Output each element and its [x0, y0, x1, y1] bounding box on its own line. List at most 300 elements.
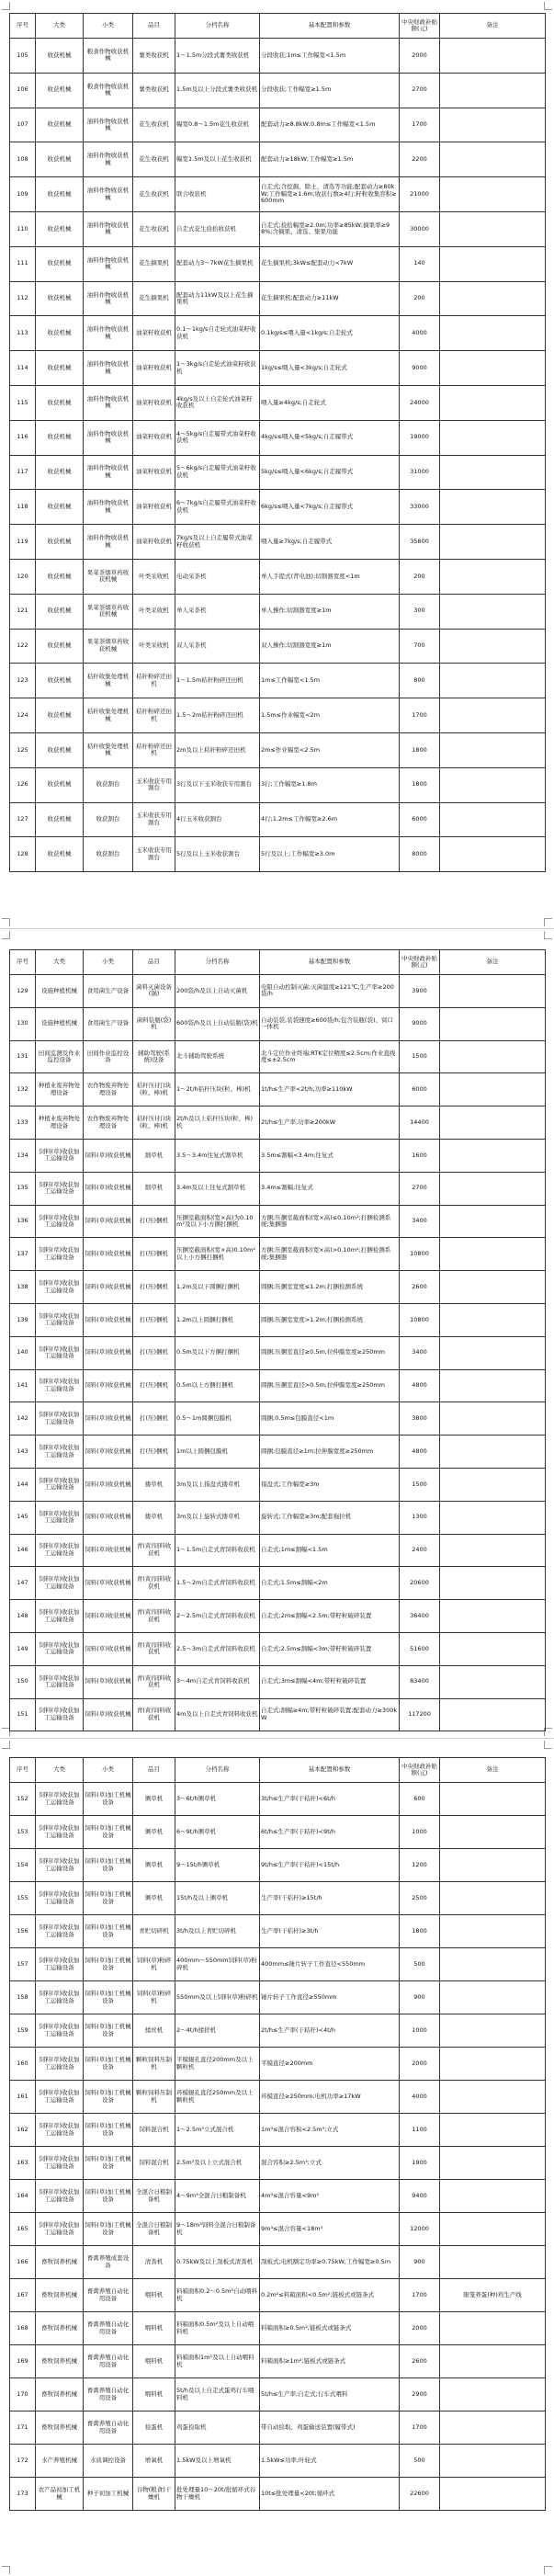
table-row — [10, 246, 546, 281]
cell-note — [440, 490, 546, 525]
cell-seq: 118 — [10, 490, 36, 525]
cell-category: 收获机械 — [36, 490, 84, 525]
cell-seq: 144 — [10, 1468, 36, 1501]
cell-category: 畜牧饲养机械 — [36, 2378, 84, 2411]
cell-grade-name: 1～1.5m秸秆粉碎还田机 — [175, 664, 260, 698]
cell-grade-name: 4～5kg/s自走履带式油菜籽收获机 — [175, 420, 260, 455]
cell-params: 自走式;捡拾幅宽≥2.0m;功率≥85kW;摘果率≥98%;含摘果、清选、集果功能 — [260, 211, 400, 246]
cell-category: 畜牧饲养机械 — [36, 2246, 84, 2279]
cell-grade-name: 9～18m³饲料全混合日粮制备机 — [175, 2213, 260, 2246]
table-row — [10, 1106, 546, 1140]
cell-item: 清粪机 — [133, 2246, 175, 2279]
cell-grade-name: 自走式花生捡拾收获机 — [175, 211, 260, 246]
cell-category: 饲料(草)收获加工运输设备 — [36, 1468, 84, 1501]
cell-params: 料箱面积≥0.5m²;链板式或链条式 — [260, 2312, 400, 2345]
cell-amount: 1800 — [400, 1915, 440, 1948]
cell-note — [440, 2048, 546, 2081]
cell-subcategory: 农作物废弃物处理设备 — [84, 1106, 133, 1140]
cell-subcategory: 饲料(草)收获机械 — [84, 1303, 133, 1336]
cell-item: 油菜籽收获机 — [133, 525, 175, 560]
cell-category: 收获机械 — [36, 629, 84, 664]
cell-grade-name: 环模辊孔直径250mm及以上颗粒机 — [175, 2081, 260, 2114]
cell-grade-name: 鸡蛋捡取机 — [175, 2411, 260, 2445]
cell-category: 水产养殖机械 — [36, 2445, 84, 2478]
cell-category: 收获机械 — [36, 108, 84, 142]
cell-params: 配套动力≥8.8kW;0.8m≤工作幅宽<1.5m — [260, 108, 400, 142]
cell-item: 捡蛋机 — [133, 2411, 175, 2445]
cell-category: 收获机械 — [36, 559, 84, 594]
cell-category: 饲料(草)收获加工运输设备 — [36, 1981, 84, 2014]
cell-note — [440, 108, 546, 142]
header-seq: 序号 — [10, 14, 36, 39]
cell-seq: 163 — [10, 2147, 36, 2180]
cell-seq: 157 — [10, 1948, 36, 1981]
cell-params: 料箱面积≥1m²;链板式或链条式 — [260, 2345, 400, 2378]
cell-subcategory: 农作物废弃物处理设备 — [84, 1073, 133, 1106]
cell-subcategory: 饲料(草)加工机械设备 — [84, 2147, 133, 2180]
cell-params: 自走式;含挖掘、除土、清选等功能;配套动力≥80kW;工作幅宽≥1.6m;收获行数≥4行;籽粒收集容积≥600mm — [260, 177, 400, 212]
cell-subcategory: 饲料(草)收获机械 — [84, 1172, 133, 1205]
cell-note — [440, 1665, 546, 1698]
cell-subcategory: 饲料(草)加工机械设备 — [84, 1915, 133, 1948]
header-category: 大类 — [36, 14, 84, 39]
cell-category: 饲料(草)收获加工运输设备 — [36, 1271, 84, 1304]
cell-params: 旋转式;工作幅宽≥3m;配套拖拉机 — [260, 1501, 400, 1534]
cell-grade-name: 2.5m³及以上立式混合机 — [175, 2147, 260, 2180]
table-row — [10, 1139, 546, 1172]
cell-subcategory: 田间作业监控设备 — [84, 1040, 133, 1073]
cell-params: 3t/h≤生产率(干秸秆)<6t/h — [260, 1783, 400, 1816]
cell-seq: 169 — [10, 2345, 36, 2378]
cell-seq: 130 — [10, 1007, 36, 1040]
header-params: 基本配置和参数 — [260, 14, 400, 39]
cell-item: 菌料灭菌设备(锅) — [133, 975, 175, 1008]
cell-amount: 500 — [400, 2445, 440, 2478]
cell-subcategory: 饲料(草)收获机械 — [84, 1369, 133, 1402]
cell-amount: 1700 — [400, 2411, 440, 2445]
cell-note — [440, 1632, 546, 1665]
cell-item: 打(压)捆机 — [133, 1336, 175, 1369]
cell-grade-name: 单人采茶机 — [175, 594, 260, 629]
cell-note — [440, 802, 546, 837]
cell-params: 自走式;割幅≥4m;带籽粒破碎装置;配套动力≥300kW — [260, 1698, 400, 1731]
table-row — [10, 1534, 546, 1567]
cell-params: 0.2m²≤料箱面积<0.5m²;链板式或链条式 — [260, 2279, 400, 2312]
table-row — [10, 1468, 546, 1501]
cell-subcategory: 饲料(草)收获机械 — [84, 1271, 133, 1304]
cell-params: 自走式;1.5m≤割幅<2m — [260, 1567, 400, 1600]
cell-item: 辅助驾驶(系统)设备 — [133, 1040, 175, 1073]
cell-subcategory: 畜禽养殖自动化用设备 — [84, 2279, 133, 2312]
table-row — [10, 1501, 546, 1534]
cell-subcategory: 畜禽养殖自动化用设备 — [84, 2378, 133, 2411]
cell-category: 收获机械 — [36, 420, 84, 455]
cell-category: 收获机械 — [36, 39, 84, 74]
cell-grade-name: 2t/h及以上秸秆压块(粒、棒)机 — [175, 1106, 260, 1140]
header-grade-name: 分档名称 — [175, 950, 260, 975]
cell-seq: 148 — [10, 1600, 36, 1633]
cell-amount: 1300 — [400, 1501, 440, 1534]
cell-note — [440, 420, 546, 455]
cell-note — [440, 525, 546, 560]
cell-grade-name: 5行及以上玉米收获割台 — [175, 837, 260, 872]
cell-subcategory: 果菜茶烟草药收获机械 — [84, 629, 133, 664]
cell-item: 割草机 — [133, 1172, 175, 1205]
cell-note — [440, 664, 546, 698]
cell-item: 花生摘果机 — [133, 281, 175, 316]
cell-grade-name: 双人采茶机 — [175, 629, 260, 664]
table-row — [10, 1238, 546, 1271]
cell-params: 圆捆;0.5m≤包膜直径<1m — [260, 1402, 400, 1436]
cell-note — [440, 1915, 546, 1948]
cell-params: 圆捆;压捆室直径≥0.5m;拉伸膜宽度≥250mm — [260, 1336, 400, 1369]
cell-grade-name: 15t/h及以上铡草机 — [175, 1882, 260, 1915]
cell-item: 秸秆压(打)块(粒、棒)机 — [133, 1106, 175, 1140]
cell-note — [440, 2378, 546, 2411]
cell-amount: 600 — [400, 1783, 440, 1816]
cell-params: 4kg/s≤喂入量<5kg/s;自走履带式 — [260, 420, 400, 455]
cell-note — [440, 559, 546, 594]
cell-params: 分段收获;工作幅宽≥1.5m — [260, 73, 400, 108]
cell-item: 铡草机 — [133, 1882, 175, 1915]
cell-category: 畜牧饲养机械 — [36, 2411, 84, 2445]
cell-note — [440, 1436, 546, 1469]
cell-amount: 1100 — [400, 2114, 440, 2147]
cell-subcategory: 饲料(草)收获机械 — [84, 1205, 133, 1238]
cell-params: 4m³≤混合容量<9m³ — [260, 2180, 400, 2213]
cell-params: 指盘式;工作幅宽≥3m — [260, 1468, 400, 1501]
cell-item: 玉米收获专用割台 — [133, 802, 175, 837]
cell-category: 饲料(草)收获加工运输设备 — [36, 1369, 84, 1402]
cell-grade-name: 配套动力11kW及以上花生摘果机 — [175, 281, 260, 316]
cell-subcategory: 饲料(草)收获机械 — [84, 1600, 133, 1633]
cell-category: 饲料(草)收获加工运输设备 — [36, 1238, 84, 1271]
cell-seq: 120 — [10, 559, 36, 594]
table-row — [10, 39, 546, 74]
cell-subcategory: 收获割台 — [84, 837, 133, 872]
table-row — [10, 698, 546, 733]
cell-params: 1kg/s≤喂入量<3kg/s;自走轮式 — [260, 351, 400, 386]
cell-category: 饲料(草)收获加工运输设备 — [36, 1172, 84, 1205]
cell-amount: 2400 — [400, 1534, 440, 1567]
cell-category: 收获机械 — [36, 664, 84, 698]
cell-amount: 200 — [400, 559, 440, 594]
cell-subcategory: 饲料(草)加工机械设备 — [84, 2213, 133, 2246]
header-params: 基本配置和参数 — [260, 1758, 400, 1783]
cell-category: 饲料(草)收获加工运输设备 — [36, 1948, 84, 1981]
table-header-row — [10, 1758, 546, 1783]
cell-seq: 133 — [10, 1106, 36, 1140]
cell-category: 饲料(草)收获加工运输设备 — [36, 1665, 84, 1698]
cell-seq: 109 — [10, 177, 36, 212]
table-row — [10, 1600, 546, 1633]
cell-amount: 2600 — [400, 1271, 440, 1304]
cell-category: 收获机械 — [36, 732, 84, 767]
table-row — [10, 73, 546, 108]
table-row — [10, 2312, 546, 2345]
cell-params: 花生摘果机;配套动力≥11kW — [260, 281, 400, 316]
header-amount: 中央财政补贴额(元) — [400, 14, 440, 39]
header-item: 品目 — [133, 950, 175, 975]
cell-amount: 20600 — [400, 1567, 440, 1600]
cell-item: 铡草机 — [133, 1849, 175, 1882]
table-row — [10, 351, 546, 386]
cell-item: 喂料机 — [133, 2312, 175, 2345]
cell-amount: 4000 — [400, 2081, 440, 2114]
cell-category: 饲料(草)收获加工运输设备 — [36, 1139, 84, 1172]
header-params: 基本配置和参数 — [260, 950, 400, 975]
cell-note — [440, 594, 546, 629]
cell-grade-name: 2～4t/h揉搓机 — [175, 2014, 260, 2048]
header-subcategory: 小类 — [84, 950, 133, 975]
cell-category: 种植业废弃物处理设备 — [36, 1106, 84, 1140]
cell-category: 饲料(草)收获加工运输设备 — [36, 2213, 84, 2246]
cell-subcategory: 粮食作物收获机械 — [84, 39, 133, 74]
cell-item: 油菜籽收获机 — [133, 385, 175, 420]
cell-subcategory: 油料作物收获机械 — [84, 211, 133, 246]
cell-amount: 2500 — [400, 1882, 440, 1915]
table-row — [10, 1882, 546, 1915]
cell-item: 颗粒饲料压制机 — [133, 2081, 175, 2114]
cell-note — [440, 2081, 546, 2114]
cell-amount: 3400 — [400, 1336, 440, 1369]
cell-note — [440, 1600, 546, 1633]
cell-category: 畜牧饲养机械 — [36, 2279, 84, 2312]
cell-grade-name: 平模辊孔直径200mm及以上颗粒机 — [175, 2048, 260, 2081]
cell-grade-name: 9～15t/h铡草机 — [175, 1849, 260, 1882]
cell-seq: 134 — [10, 1139, 36, 1172]
cell-amount: 1600 — [400, 1139, 440, 1172]
cell-item: 叶类采收机 — [133, 594, 175, 629]
cell-params: 喂入量≥4kg/s;自走轮式 — [260, 385, 400, 420]
cell-item: 饲料(草)粉碎机 — [133, 1948, 175, 1981]
cell-grade-name: 200袋/h及以上自动灭菌机 — [175, 975, 260, 1008]
cell-params: 6kg/s≤喂入量<7kg/s;自走履带式 — [260, 490, 400, 525]
cell-seq: 135 — [10, 1172, 36, 1205]
cell-item: 喂料机 — [133, 2345, 175, 2378]
table-row — [10, 2081, 546, 2114]
cell-category: 饲料(草)收获加工运输设备 — [36, 1600, 84, 1633]
cell-category: 畜牧饲养机械 — [36, 2312, 84, 2345]
cell-note — [440, 2345, 546, 2378]
cell-subcategory: 畜禽养殖自动化用设备 — [84, 2312, 133, 2345]
cell-note — [440, 1882, 546, 1915]
table-row — [10, 142, 546, 177]
cell-params: 自走式;2.5m≤割幅<3m;带籽粒破碎装置 — [260, 1632, 400, 1665]
cell-item: 秸秆粉碎还田机 — [133, 664, 175, 698]
cell-grade-name: 4行玉米收获割台 — [175, 802, 260, 837]
cell-grade-name: 6～7kg/s自走履带式油菜籽收获机 — [175, 490, 260, 525]
cell-grade-name: 3～4m自走式青饲料收获机 — [175, 1665, 260, 1698]
cell-amount: 31000 — [400, 455, 440, 490]
cell-params: 1m³≤混合容积<2.5m³;立式 — [260, 2114, 400, 2147]
cell-grade-name: 3行及以下玉米收获专用割台 — [175, 767, 260, 802]
cell-grade-name: 1～1.5m自走式青饲料收获机 — [175, 1534, 260, 1567]
cell-amount: 800 — [400, 664, 440, 698]
table-row — [10, 420, 546, 455]
subsidy-table — [9, 1757, 546, 2511]
page-1 — [0, 0, 554, 928]
cell-amount: 3800 — [400, 1402, 440, 1436]
table-row — [10, 281, 546, 316]
cell-seq: 110 — [10, 211, 36, 246]
cell-seq: 143 — [10, 1436, 36, 1469]
cell-item: 花生收获机 — [133, 211, 175, 246]
cell-subcategory: 食用菌生产设备 — [84, 1007, 133, 1040]
cell-note — [440, 1040, 546, 1073]
cell-category: 种植业废弃物处理设备 — [36, 1073, 84, 1106]
table-row — [10, 1402, 546, 1436]
cell-params: 9t/h≤生产率(干秸秆)<15t/h — [260, 1849, 400, 1882]
cell-subcategory: 种子初加工机械 — [84, 2478, 133, 2511]
cell-note — [440, 2478, 546, 2511]
cell-subcategory: 秸秆收集处理机械 — [84, 698, 133, 733]
cell-grade-name: 550mm及以上饲料(草)粉碎机 — [175, 1981, 260, 2014]
table-row — [10, 1948, 546, 1981]
table-row — [10, 2378, 546, 2411]
cell-seq: 171 — [10, 2411, 36, 2445]
table-row — [10, 664, 546, 698]
table-row — [10, 177, 546, 212]
cell-note — [440, 246, 546, 281]
cell-note — [440, 385, 546, 420]
cell-params: 单人操作;切割器宽度≥1m — [260, 594, 400, 629]
table-row — [10, 2279, 546, 2312]
cell-seq: 155 — [10, 1882, 36, 1915]
cell-subcategory: 油料作物收获机械 — [84, 420, 133, 455]
cell-item: 薯类收获机 — [133, 73, 175, 108]
cell-params: 电阻自动控制灭菌;灭菌温度≥121℃;生产率≥200袋/h — [260, 975, 400, 1008]
cell-note — [440, 1981, 546, 2014]
cell-params: 1m≤工作幅宽<1.5m — [260, 664, 400, 698]
cell-category: 饲料(草)收获加工运输设备 — [36, 1567, 84, 1600]
cell-item: 青(黄)饲料收获机 — [133, 1698, 175, 1731]
cell-subcategory: 饲料(草)加工机械设备 — [84, 1882, 133, 1915]
cell-note — [440, 1205, 546, 1238]
cell-subcategory: 饲料(草)加工机械设备 — [84, 1783, 133, 1816]
subsidy-table — [9, 949, 546, 1731]
cell-subcategory: 畜禽养殖自动化用设备 — [84, 2411, 133, 2445]
cell-category: 收获机械 — [36, 351, 84, 386]
cell-grade-name: 3t/h及以上青贮切碎机 — [175, 1915, 260, 1948]
cell-grade-name: 3.5～3.4m往复式割草机 — [175, 1139, 260, 1172]
cell-subcategory: 饲料(草)收获机械 — [84, 1139, 133, 1172]
cell-grade-name: 批处理量10～20t/批循环式谷物干燥机 — [175, 2478, 260, 2511]
cell-params: 0.1kg/s≤喂入量<1kg/s;自走轮式 — [260, 316, 400, 351]
cell-note — [440, 2147, 546, 2180]
cell-item: 花生收获机 — [133, 108, 175, 142]
cell-item: 玉米收获专用割台 — [133, 767, 175, 802]
cell-amount: 2000 — [400, 2312, 440, 2345]
cell-item: 喂料机 — [133, 2378, 175, 2411]
cell-seq: 111 — [10, 246, 36, 281]
cell-subcategory: 粮食作物收获机械 — [84, 73, 133, 108]
cell-amount: 4800 — [400, 1436, 440, 1469]
header-item: 品目 — [133, 14, 175, 39]
cell-amount: 33000 — [400, 490, 440, 525]
cell-subcategory: 油料作物收获机械 — [84, 108, 133, 142]
cell-note — [440, 351, 546, 386]
cell-params: 3.4m≤割幅;往复式 — [260, 1172, 400, 1205]
cell-category: 畜牧饲养机械 — [36, 2345, 84, 2378]
cell-seq: 146 — [10, 1534, 36, 1567]
cell-subcategory: 油料作物收获机械 — [84, 316, 133, 351]
cell-item: 饲料(草)粉碎机 — [133, 1981, 175, 2014]
cell-params: 锤片转子工作直径≥550mm — [260, 1981, 400, 2014]
cell-seq: 106 — [10, 73, 36, 108]
cell-grade-name: 0.5m以上方捆打捆机 — [175, 1369, 260, 1402]
header-item: 品目 — [133, 1758, 175, 1783]
cell-seq: 168 — [10, 2312, 36, 2345]
cell-grade-name: 1.5m及以上分段式薯类收获机 — [175, 73, 260, 108]
cell-item: 搂草机 — [133, 1501, 175, 1534]
table-row — [10, 594, 546, 629]
cell-seq: 131 — [10, 1040, 36, 1073]
cell-subcategory: 饲料(草)加工机械设备 — [84, 2114, 133, 2147]
cell-item: 谷物(粮食)干燥机 — [133, 2478, 175, 2511]
cell-item: 菌料装瓶(袋)机 — [133, 1007, 175, 1040]
table-row — [10, 1915, 546, 1948]
cell-note — [440, 211, 546, 246]
cell-item: 青(黄)饲料收获机 — [133, 1534, 175, 1567]
cell-subcategory: 饲料(草)收获机械 — [84, 1402, 133, 1436]
header-note: 备注 — [440, 1758, 546, 1783]
cell-item: 叶类采收机 — [133, 559, 175, 594]
cell-seq: 112 — [10, 281, 36, 316]
cell-subcategory: 果菜茶烟草药收获机械 — [84, 559, 133, 594]
cell-note: 限笼养蛋(种)鸡生产线 — [440, 2279, 546, 2312]
table-row — [10, 2213, 546, 2246]
table-row — [10, 1436, 546, 1469]
table-row — [10, 385, 546, 420]
table-row — [10, 2147, 546, 2180]
cell-seq: 122 — [10, 629, 36, 664]
cell-seq: 161 — [10, 2081, 36, 2114]
cell-amount: 1800 — [400, 767, 440, 802]
cell-seq: 125 — [10, 732, 36, 767]
table-row — [10, 2246, 546, 2279]
header-note: 备注 — [440, 950, 546, 975]
cell-grade-name: 5t/h及以上自走式蛋鸡行车喂料机 — [175, 2378, 260, 2411]
cell-item: 割草机 — [133, 1139, 175, 1172]
cell-category: 收获机械 — [36, 281, 84, 316]
cell-note — [440, 1172, 546, 1205]
cell-amount: 2900 — [400, 2378, 440, 2411]
cell-item: 打(压)捆机 — [133, 1369, 175, 1402]
cell-params: 自动装袋,装袋速度≥600袋/h;包含装瓶(袋)、窝口一体机 — [260, 1007, 400, 1040]
cell-subcategory: 收获割台 — [84, 767, 133, 802]
cell-note — [440, 732, 546, 767]
cell-params: 生产率(干秸秆)≥15t/h — [260, 1882, 400, 1915]
cell-category: 饲料(草)收获加工运输设备 — [36, 1783, 84, 1816]
cell-params: 圆捆;压捆室直径>0.5m;拉伸膜宽度≥250mm — [260, 1369, 400, 1402]
header-category: 大类 — [36, 1758, 84, 1783]
cell-grade-name: 1～3kg/s自走轮式油菜籽收获机 — [175, 351, 260, 386]
cell-amount: 22600 — [400, 2478, 440, 2511]
cell-item: 青(黄)饲料收获机 — [133, 1632, 175, 1665]
cell-category: 饲料(草)收获加工运输设备 — [36, 1882, 84, 1915]
cell-seq: 105 — [10, 39, 36, 74]
cell-subcategory: 饲料(草)加工机械设备 — [84, 1816, 133, 1849]
cell-amount: 10800 — [400, 1238, 440, 1271]
cell-item: 打(压)捆机 — [133, 1238, 175, 1271]
cell-note — [440, 177, 546, 212]
table-row — [10, 525, 546, 560]
header-note: 备注 — [440, 14, 546, 39]
table-row — [10, 490, 546, 525]
cell-subcategory: 饲料(草)加工机械设备 — [84, 2014, 133, 2048]
cell-category: 饲料(草)收获加工运输设备 — [36, 1205, 84, 1238]
